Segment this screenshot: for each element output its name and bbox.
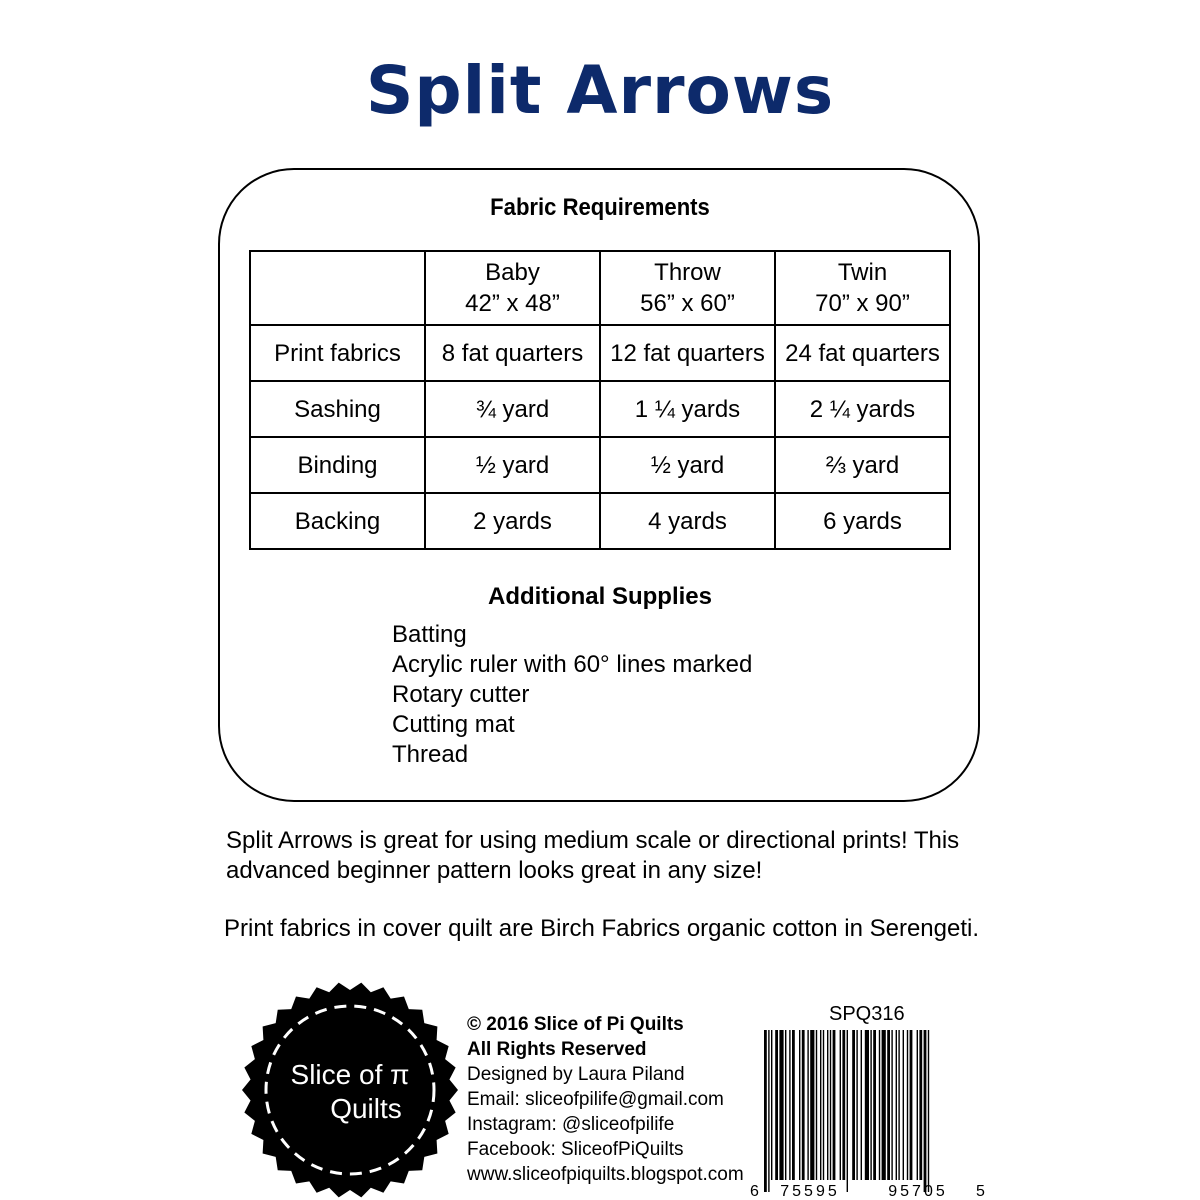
fabric-note: Print fabrics in cover quilt are Birch Fabrics organic cotton in Serengeti.	[224, 915, 980, 942]
instagram-line: Instagram: @sliceofpilife	[467, 1114, 675, 1135]
list-item: Cutting mat	[392, 711, 515, 738]
header-cell-twin	[775, 251, 950, 325]
table-cell: ½ yard	[600, 437, 775, 493]
row-label: Backing	[250, 493, 425, 549]
pattern-description: Split Arrows is great for using medium scale or directional prints! This advanced beginner pattern looks great in any size!	[226, 827, 960, 884]
table-row	[250, 493, 950, 549]
logo-line-2: Quilts	[330, 1093, 402, 1124]
credits-block	[467, 1012, 744, 1187]
designer-line: Designed by Laura Piland	[467, 1064, 685, 1085]
list-item: Rotary cutter	[392, 681, 530, 708]
copyright-line: © 2016 Slice of Pi Quilts	[467, 1014, 684, 1035]
barcode-first-digit: 6	[750, 1183, 759, 1200]
page-title: Split Arrows	[365, 52, 835, 129]
column-size: 70” x 90”	[815, 290, 910, 317]
additional-supplies-heading: Additional Supplies	[487, 583, 712, 610]
table-cell: 6 yards	[775, 493, 950, 549]
column-size: 56” x 60”	[640, 290, 735, 317]
fabric-requirements-table	[249, 250, 951, 550]
list-item: Thread	[392, 741, 469, 768]
logo-line-1: Slice of π	[290, 1059, 410, 1090]
list-item: Acrylic ruler with 60° lines marked	[392, 651, 753, 678]
facebook-line: Facebook: SliceofPiQuilts	[467, 1139, 684, 1160]
table-header-row	[250, 251, 950, 325]
row-label: Binding	[250, 437, 425, 493]
table-row	[250, 325, 950, 381]
barcode-bars	[764, 1030, 929, 1192]
slice-of-pi-logo	[240, 980, 460, 1200]
table-cell: 2 ¼ yards	[775, 381, 950, 437]
row-label: Print fabrics	[250, 325, 425, 381]
rights-line: All Rights Reserved	[467, 1039, 647, 1060]
table-cell: ⅔ yard	[775, 437, 950, 493]
sku-label: SPQ316	[829, 1003, 905, 1025]
website-line: www.sliceofpiquilts.blogspot.com	[467, 1164, 744, 1185]
column-name: Twin	[837, 259, 888, 286]
table-cell: 12 fat quarters	[600, 325, 775, 381]
header-empty-cell	[250, 251, 425, 325]
barcode-last-digit: 5	[976, 1183, 985, 1200]
header-cell-baby	[425, 251, 600, 325]
row-label: Sashing	[250, 381, 425, 437]
table-cell: ½ yard	[425, 437, 600, 493]
header-cell-throw	[600, 251, 775, 325]
email-line: Email: sliceofpilife@gmail.com	[467, 1089, 724, 1110]
barcode-left-group: 75595	[780, 1183, 840, 1200]
table-cell: 8 fat quarters	[425, 325, 600, 381]
barcode	[740, 1030, 986, 1200]
barcode-right-group: 95705	[888, 1183, 948, 1200]
supplies-list	[392, 620, 752, 770]
table-row	[250, 437, 950, 493]
column-name: Baby	[485, 259, 540, 286]
table-row	[250, 381, 950, 437]
list-item: Batting	[392, 621, 467, 648]
table-cell: 1 ¼ yards	[600, 381, 775, 437]
table-cell: 2 yards	[425, 493, 600, 549]
column-name: Throw	[654, 259, 721, 286]
column-size: 42” x 48”	[465, 290, 560, 317]
table-cell: 4 yards	[600, 493, 775, 549]
table-cell: ¾ yard	[425, 381, 600, 437]
fabric-requirements-heading: Fabric Requirements	[490, 194, 710, 221]
table-cell: 24 fat quarters	[775, 325, 950, 381]
seal-badge	[242, 983, 458, 1198]
